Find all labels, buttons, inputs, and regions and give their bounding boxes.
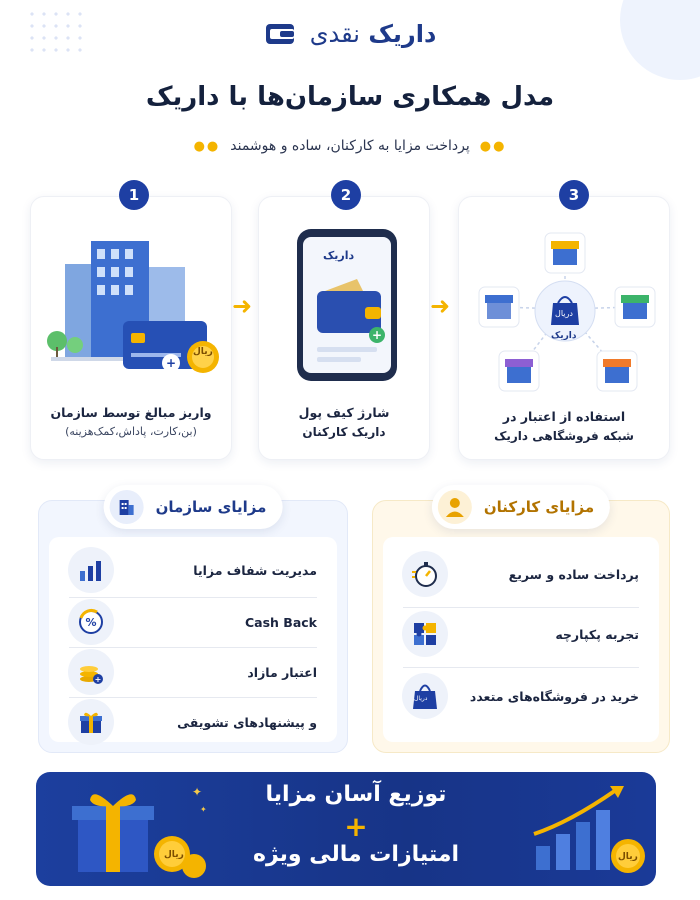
subtitle-text: پرداخت مزایا به کارکنان، ساده و هوشمند	[230, 138, 470, 154]
divider	[403, 607, 639, 608]
step-caption-1	[39, 403, 223, 441]
step-2-subtitle: داریک کارکنان	[302, 425, 386, 439]
banner-headline: توزیع آسان مزایا	[265, 782, 447, 807]
step-caption-2	[267, 403, 421, 442]
step-number-1: 1	[119, 180, 149, 210]
step-number-2: 2	[331, 180, 361, 210]
org-benefit-item	[49, 649, 337, 695]
org-benefit-label: اعتبار مازاد	[247, 664, 317, 680]
bag-label: دریال	[555, 309, 573, 318]
org-panel-header	[104, 485, 283, 529]
employee-benefits-panel	[372, 500, 670, 753]
svg-text:✦: ✦	[192, 785, 203, 799]
step-card-1	[30, 196, 232, 460]
step-card-2	[258, 196, 430, 460]
emp-benefit-label: پرداخت ساده و سریع	[508, 566, 639, 582]
store-top	[545, 233, 585, 273]
step-number-3: 3	[559, 180, 589, 210]
coin-stack-icon	[63, 649, 119, 695]
divider	[69, 697, 317, 698]
hub-label: داریک	[551, 331, 577, 341]
emp-benefit-label: خرید در فروشگاه‌های متعدد	[469, 688, 639, 704]
svg-text:✦: ✦	[200, 805, 207, 814]
coin-label: ریال	[618, 852, 638, 862]
step-1-subtitle: (بن،کارت، پاداش،کمک‌هزینه)	[65, 425, 197, 438]
step-1-title: واریز مبالغ توسط سازمان	[50, 405, 212, 420]
bag-label: دریال	[414, 695, 428, 702]
step-card-3	[458, 196, 670, 460]
emp-benefit-item	[383, 673, 659, 719]
growth-chart-icon	[530, 782, 650, 878]
puzzle-icon	[397, 611, 453, 657]
step-3-subtitle: شبکه فروشگاهی داریک	[494, 429, 634, 443]
brand-logo	[0, 20, 700, 48]
emp-benefits-list	[383, 537, 659, 742]
emp-panel-header	[432, 485, 610, 529]
user-icon	[438, 490, 472, 524]
gold-dots-right: ●●	[479, 138, 507, 154]
org-benefits-list	[49, 537, 337, 742]
org-benefit-item	[49, 699, 337, 745]
org-benefit-item	[49, 599, 337, 645]
store-network-icon	[467, 219, 663, 395]
bar-chart-icon	[63, 547, 119, 593]
divider	[403, 667, 639, 668]
arrow-right-icon: ➜	[430, 292, 451, 320]
svg-text:%: %	[85, 616, 97, 629]
org-benefit-label: مدیریت شفاف مزایا	[193, 562, 317, 578]
brand-name	[310, 20, 437, 48]
coin-label: ریال	[193, 347, 213, 357]
emp-benefit-label: تجربه پکپارچه	[555, 626, 639, 642]
emp-benefit-item	[383, 551, 659, 597]
coin-label: ریال	[164, 850, 184, 860]
step-2-title: شارژ کیف پول	[298, 405, 390, 420]
page-title: مدل همکاری سازمان‌ها با داریک	[145, 82, 555, 112]
step-3-title: استفاده از اعتبار در	[502, 409, 626, 424]
brand-name-light: نقدی	[309, 20, 360, 48]
shopping-bag-icon	[397, 673, 453, 719]
divider	[69, 647, 317, 648]
gift-box-icon	[60, 782, 210, 878]
emp-panel-title: مزایای کارکنان	[483, 498, 595, 516]
stopwatch-icon	[397, 551, 453, 597]
svg-text:+: +	[94, 675, 102, 684]
percent-icon	[63, 599, 119, 645]
app-title: داریک	[323, 249, 355, 262]
emp-benefit-item	[383, 611, 659, 657]
org-panel-title: مزایای سازمان	[155, 498, 267, 516]
org-benefit-label: و پیشنهادهای تشویقی	[177, 714, 317, 730]
banner-plus: +	[344, 810, 368, 843]
gift-icon	[63, 699, 119, 745]
svg-text:+: +	[371, 328, 383, 342]
step-caption-3	[467, 407, 661, 446]
page-subtitle	[0, 138, 700, 154]
building-icon	[110, 490, 144, 524]
bottom-banner	[36, 772, 656, 886]
org-benefit-item	[49, 547, 337, 593]
org-benefits-panel	[38, 500, 348, 753]
banner-subheadline: امتیازات مالی ویژه	[252, 842, 460, 867]
svg-text:+: +	[165, 356, 177, 370]
divider	[69, 597, 317, 598]
org-benefit-label: Cash Back	[245, 614, 317, 630]
gold-dots-left: ●●	[193, 138, 221, 154]
arrow-right-icon: ➜	[232, 292, 253, 320]
brand-name-bold: داریک	[368, 20, 437, 48]
wallet-logo-icon	[264, 20, 298, 48]
